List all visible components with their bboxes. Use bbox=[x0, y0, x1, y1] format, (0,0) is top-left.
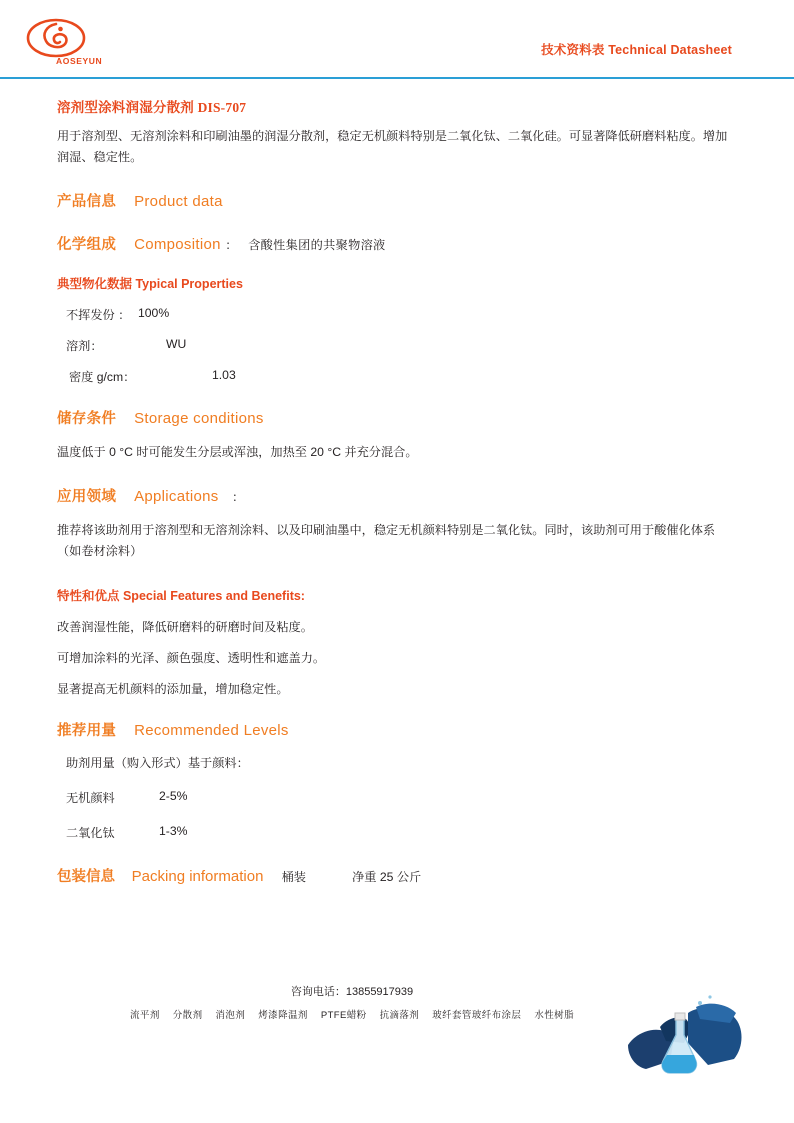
section-composition-label-cn: 化学组成 bbox=[57, 237, 117, 253]
property-value: 1.03 bbox=[212, 368, 236, 382]
composition-colon: ： bbox=[225, 238, 238, 252]
page-title: 溶剂型涂料润湿分散剂 DIS-707 bbox=[57, 100, 247, 115]
section-product-data-label-cn: 产品信息 bbox=[57, 194, 117, 210]
section-storage-label-cn: 储存条件 bbox=[57, 411, 117, 427]
logo-mark-icon bbox=[26, 18, 90, 58]
logo-wordmark: AOSEYUN bbox=[56, 56, 103, 66]
footer-keyword: 玻纤套管玻纤布涂层 bbox=[432, 1010, 522, 1021]
applications-colon: ： bbox=[231, 490, 245, 504]
footer-keyword: 分散剂 bbox=[172, 1010, 203, 1021]
footer-keyword: 烤漆降温剂 bbox=[258, 1010, 308, 1021]
intro-paragraph: 用于溶剂型、无溶剂涂料和印刷油墨的润湿分散剂，稳定无机颜料特别是二氧化钛、二氧化硅。可显著降低研磨料粘度。增加润湿、稳定性。 bbox=[57, 129, 728, 164]
footer-keyword: PTFE蜡粉 bbox=[320, 1010, 367, 1021]
subsection-typical-properties: 典型物化数据 Typical Properties bbox=[57, 277, 243, 291]
property-value: 100% bbox=[138, 306, 170, 320]
storage-text: 温度低于 0 °C 时可能发生分层或浑浊，加热至 20 °C 并充分混合。 bbox=[57, 445, 418, 459]
page-footer bbox=[0, 969, 794, 1089]
section-composition bbox=[57, 233, 732, 254]
footer-phone: 咨询电话：13855917939 bbox=[290, 986, 414, 998]
packing-weight: 净重 25 公斤 bbox=[352, 870, 422, 884]
property-label: 密度 g/cm： bbox=[69, 370, 136, 384]
lab-beaker-illustration bbox=[626, 983, 746, 1083]
section-packing-label-cn: 包装信息 bbox=[57, 869, 115, 885]
level-row-titanium-dioxide bbox=[57, 824, 732, 841]
property-value: WU bbox=[166, 337, 187, 351]
header-divider bbox=[0, 77, 794, 79]
section-applications-label-cn: 应用领域 bbox=[57, 489, 117, 505]
feature-item: 改善润湿性能，降低研磨料的研磨时间及粘度。 bbox=[57, 620, 313, 634]
footer-keyword: 消泡剂 bbox=[215, 1010, 246, 1021]
level-label: 无机颜料 bbox=[66, 791, 115, 805]
applications-text: 推荐将该助剂用于溶剂型和无溶剂涂料、以及印刷油墨中，稳定无机颜料特别是二氧化钛。同时，该助剂可用于酸催化体系（如卷材涂料） bbox=[57, 523, 716, 558]
level-value: 1-3% bbox=[159, 824, 188, 838]
document-content bbox=[57, 96, 732, 886]
header-title: 技术资料表 Technical Datasheet bbox=[541, 43, 732, 57]
levels-intro: 助剂用量（购入形式）基于颜料： bbox=[66, 756, 249, 770]
level-label: 二氧化钛 bbox=[66, 826, 115, 840]
section-applications bbox=[57, 485, 732, 506]
section-features: 特性和优点 Special Features and Benefits: bbox=[57, 589, 305, 603]
level-row-inorganic-pigment bbox=[57, 789, 732, 806]
feature-item: 显著提高无机颜料的添加量，增加稳定性。 bbox=[57, 682, 289, 696]
section-packing bbox=[57, 865, 732, 886]
section-levels-label-en: Recommended Levels bbox=[134, 722, 289, 739]
section-packing-label-en: Packing information bbox=[131, 868, 264, 885]
section-storage-label-en: Storage conditions bbox=[134, 410, 264, 427]
property-row-density bbox=[57, 368, 732, 385]
property-label: 不挥发份 ： bbox=[66, 308, 131, 322]
footer-keyword: 流平剂 bbox=[130, 1010, 160, 1021]
page-header bbox=[0, 0, 794, 78]
section-applications-label-en: Applications bbox=[134, 488, 219, 505]
property-row-nonvolatile bbox=[57, 306, 732, 323]
section-levels-label-cn: 推荐用量 bbox=[57, 723, 117, 739]
property-row-solvent bbox=[57, 337, 732, 354]
footer-keyword: 水性树脂 bbox=[534, 1010, 574, 1021]
section-storage bbox=[57, 407, 732, 428]
packing-value: 桶装 bbox=[281, 870, 306, 884]
section-composition-label-en: Composition bbox=[134, 236, 221, 253]
section-recommended-levels bbox=[57, 719, 732, 740]
level-value: 2-5% bbox=[159, 789, 188, 803]
section-product-data-label-en: Product data bbox=[134, 193, 223, 210]
section-product-data bbox=[57, 190, 732, 211]
company-logo bbox=[26, 18, 156, 66]
footer-keyword: 抗滴落剂 bbox=[379, 1010, 420, 1021]
property-label: 溶剂： bbox=[66, 339, 103, 353]
composition-value: 含酸性集团的共聚物溶液 bbox=[248, 238, 386, 252]
feature-item: 可增加涂料的光泽、颜色强度、透明性和遮盖力。 bbox=[57, 651, 326, 665]
